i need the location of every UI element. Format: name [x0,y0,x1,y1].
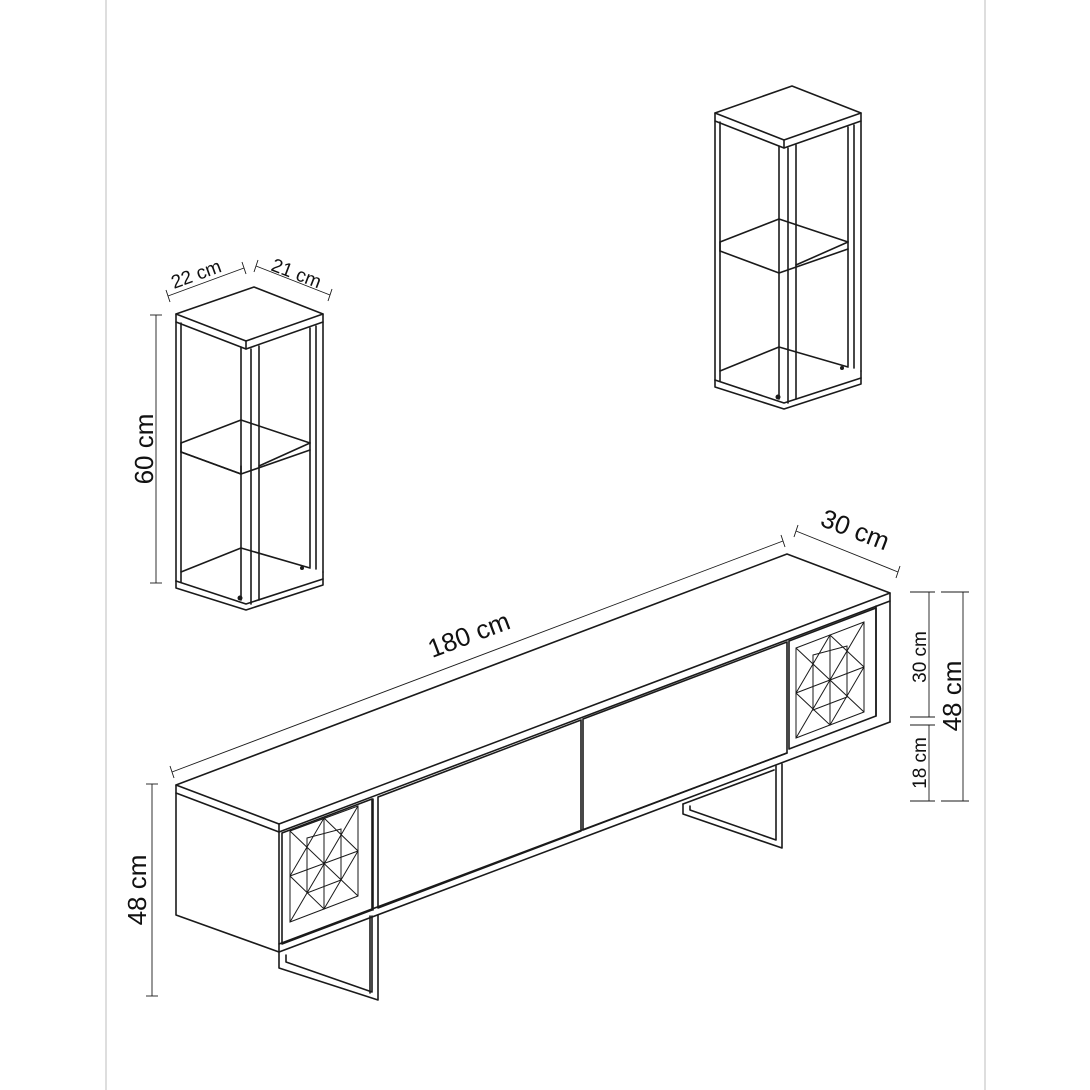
tv-unit-height-left-label: 48 cm [122,854,152,926]
small-shelf-height-label: 60 cm [129,413,159,485]
tv-unit [176,554,890,1000]
tv-unit-height-right-label: 48 cm [937,660,967,732]
small-shelf-depth-label: 21 cm [268,255,325,294]
small-shelf-right [715,86,861,409]
tv-unit-body-height-label: 30 cm [910,631,931,683]
small-shelf-left [176,287,323,610]
tv-unit-depth-label: 30 cm [816,502,894,557]
tv-unit-leg-height-label: 18 cm [910,737,931,789]
small-shelf-width-label: 22 cm [168,256,225,294]
right-door-diamond-pattern [796,622,864,738]
tv-unit-width-label: 180 cm [423,605,515,664]
